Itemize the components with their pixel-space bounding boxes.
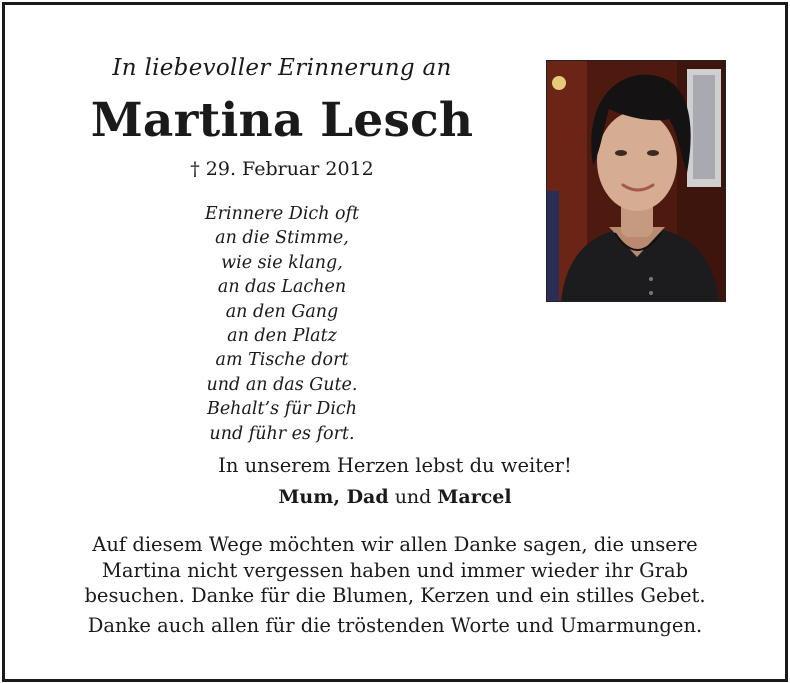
poem-line: wie sie klang, (221, 252, 343, 273)
poem-line: und an das Gute. (206, 374, 358, 395)
poem-line: an den Gang (225, 301, 339, 322)
thanks-line: Auf diesem Wege möchten wir allen Danke sagen, die unsere (92, 533, 698, 556)
portrait-photo (546, 60, 726, 302)
family-brother: Marcel (437, 486, 512, 508)
poem (162, 202, 402, 446)
poem-line: am Tische dort (215, 350, 349, 371)
family-parents: Mum, Dad (278, 486, 389, 508)
deceased-name: Martina Lesch (90, 93, 474, 148)
poem-line: an die Stimme, (215, 228, 349, 249)
family-connector: und (388, 486, 438, 508)
portrait-illustration (547, 61, 725, 301)
poem-line: an das Lachen (217, 277, 347, 298)
death-date: † 29. Februar 2012 (190, 158, 374, 180)
poem-line: Behalt’s für Dich (206, 399, 358, 420)
thanks-paragraph (20, 532, 770, 638)
thanks-line: besuchen. Danke für die Blumen, Kerzen und ein stilles Gebet. (84, 584, 706, 607)
thanks-line: Martina nicht vergessen haben und immer wieder ihr Grab (101, 558, 689, 582)
poem-line: und führ es fort. (209, 423, 355, 444)
poem-line: Erinnere Dich oft (204, 204, 360, 224)
heart-line: In unserem Herzen lebst du weiter! (218, 454, 572, 477)
intro-line: In liebevoller Erinnerung an (112, 55, 452, 81)
family-signature (95, 486, 695, 508)
poem-line: an den Platz (227, 326, 337, 347)
thanks-line: Danke auch allen für die tröstenden Worte und Umarmungen. (87, 613, 703, 637)
